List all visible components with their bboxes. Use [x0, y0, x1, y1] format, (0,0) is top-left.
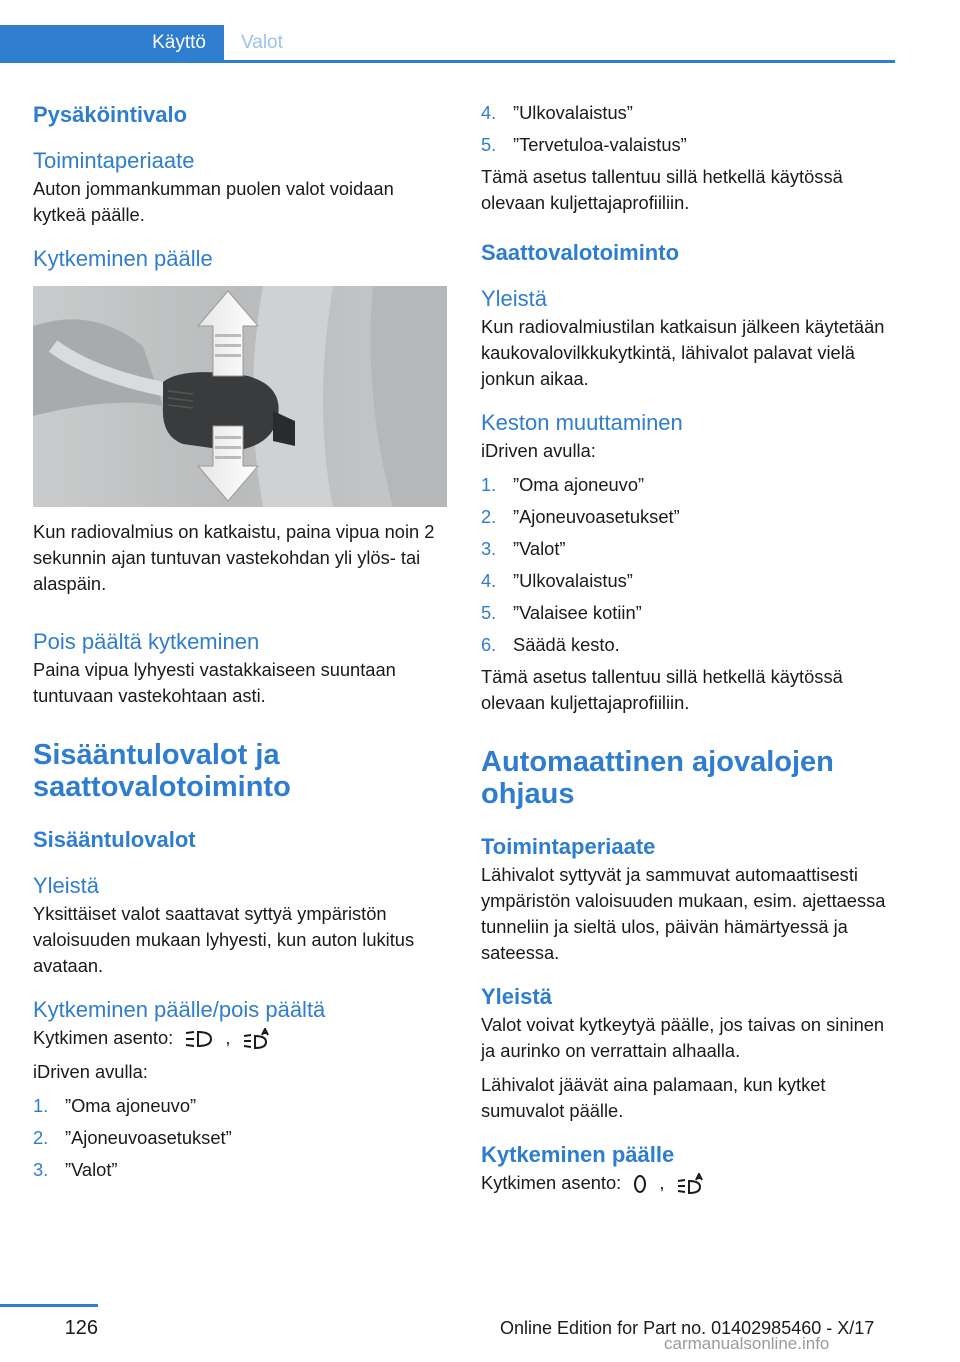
- general2-title: Yleistä: [481, 984, 552, 1009]
- auto-headlight-title: Automaattinen ajovalojen ohjaus: [481, 746, 834, 810]
- idrive-label-right: iDriven avulla:: [481, 440, 596, 461]
- saved-text-2: Tämä asetus tallentuu sillä hetkellä käytössä olevaan kuljettajaprofiiliin.: [481, 666, 843, 713]
- switch-on-title-right: Kytkeminen päälle: [481, 1142, 675, 1167]
- general-text: Yksittäiset valot saattavat syttyä ympäristön valoisuuden mukaan lyhyesti, kun auton lukitus avataan.: [33, 903, 415, 976]
- list-item: 3. ”Valot”: [481, 538, 566, 559]
- idrive-steps-left: [33, 1093, 451, 1183]
- entry-lights-subtitle: Sisääntulovalot: [33, 827, 196, 852]
- figure-caption-text: Kun radiovalmius on katkaistu, paina vipua noin 2 sekunnin ajan tuntuvan vastekohdan yli ylös- tai alaspäin.: [33, 521, 435, 594]
- header-rule: [0, 60, 895, 63]
- edition-text: Online Edition for Part no. 01402985460 - X/17: [500, 1318, 875, 1338]
- principle-text-right: Lähivalot syttyvät ja sammuvat automaattisesti ympäristön valoisuuden mukaan, esim. ajettaessa tunneliin ja sieltä ulos, päivän hämärtyessä ja sateessa.: [481, 864, 886, 963]
- list-item: 5. ”Valaisee kotiin”: [481, 602, 642, 623]
- auto-light-symbol-icon: [676, 1173, 706, 1195]
- list-item: 4. ”Ulkovalaistus”: [481, 102, 633, 123]
- page-number: 126: [64, 1317, 98, 1339]
- list-item: 3. ”Valot”: [33, 1159, 118, 1180]
- auto-light-symbol-icon: [242, 1028, 272, 1050]
- list-item: 4. ”Ulkovalaistus”: [481, 570, 633, 591]
- switch-position-line: [33, 1025, 451, 1051]
- list-item: 2. ”Ajoneuvoasetukset”: [33, 1127, 232, 1148]
- list-item: 2. ”Ajoneuvoasetukset”: [481, 506, 680, 527]
- turn-signal-lever-figure: [33, 286, 447, 507]
- right-column: [481, 100, 895, 1196]
- list-item: 5. ”Tervetuloa-valaistus”: [481, 134, 687, 155]
- tab-kaytto-label: Käyttö: [152, 32, 206, 53]
- switch-on-title: Kytkeminen päälle: [33, 246, 213, 271]
- general2-text-b: Lähivalot jäävät aina palamaan, kun kytket sumuvalot päälle.: [481, 1074, 826, 1121]
- general-text-right: Kun radiovalmiustilan katkaisun jälkeen käytetään kaukovalovilkkukytkintä, lähivalot palavat vielä jonkun aikaa.: [481, 316, 885, 389]
- switch-off-title: Pois päältä kytkeminen: [33, 629, 260, 654]
- switch-position-label: Kytkimen asento:: [33, 1027, 174, 1048]
- general-title: Yleistä: [33, 873, 100, 898]
- list-item: 1. ”Oma ajoneuvo”: [481, 474, 645, 495]
- comma: ,: [225, 1027, 231, 1048]
- onoff-title: Kytkeminen päälle/pois päältä: [33, 997, 326, 1022]
- idrive-steps-right: [481, 472, 895, 658]
- principle-text: Auton jommankumman puolen valot voidaan kytkeä päälle.: [33, 178, 394, 225]
- parking-light-symbol-icon: [184, 1029, 214, 1049]
- saved-text-1: Tämä asetus tallentuu sillä hetkellä käytössä olevaan kuljettajaprofiiliin.: [481, 166, 843, 213]
- idrive-steps-continued: [481, 100, 895, 158]
- general-title-right: Yleistä: [481, 286, 548, 311]
- watermark: carmanualsonline.info: [664, 1334, 830, 1353]
- comma-right: ,: [659, 1172, 665, 1193]
- followme-title: Saattovalotoiminto: [481, 240, 680, 265]
- tab-valot[interactable]: Valot: [241, 32, 283, 53]
- duration-title: Keston muuttaminen: [481, 410, 683, 435]
- principle-title-right: Toimintaperiaate: [481, 834, 656, 859]
- idrive-label: iDriven avulla:: [33, 1061, 148, 1082]
- tab-kaytto[interactable]: [0, 25, 224, 60]
- switch-position-line-right: [481, 1170, 895, 1196]
- list-item: 1. ”Oma ajoneuvo”: [33, 1095, 197, 1116]
- general2-text-a: Valot voivat kytkeytyä päälle, jos taivas on sininen ja aurinko on verrattain alhaalla.: [481, 1014, 885, 1061]
- principle-title: Toimintaperiaate: [33, 148, 195, 173]
- left-column: [33, 100, 451, 1189]
- switch-off-text: Paina vipua lyhyesti vastakkaiseen suuntaan tuntuvaan vastekohtaan asti.: [33, 659, 396, 706]
- list-item: 6. Säädä kesto.: [481, 634, 620, 655]
- switch-position-label-right: Kytkimen asento:: [481, 1172, 622, 1193]
- footer-rule: [0, 1304, 98, 1307]
- parking-light-title: Pysäköintivalo: [33, 102, 188, 127]
- entry-lights-title: Sisääntulovalot ja saattovalotoiminto: [33, 739, 291, 803]
- zero-position-symbol-icon: [632, 1173, 648, 1195]
